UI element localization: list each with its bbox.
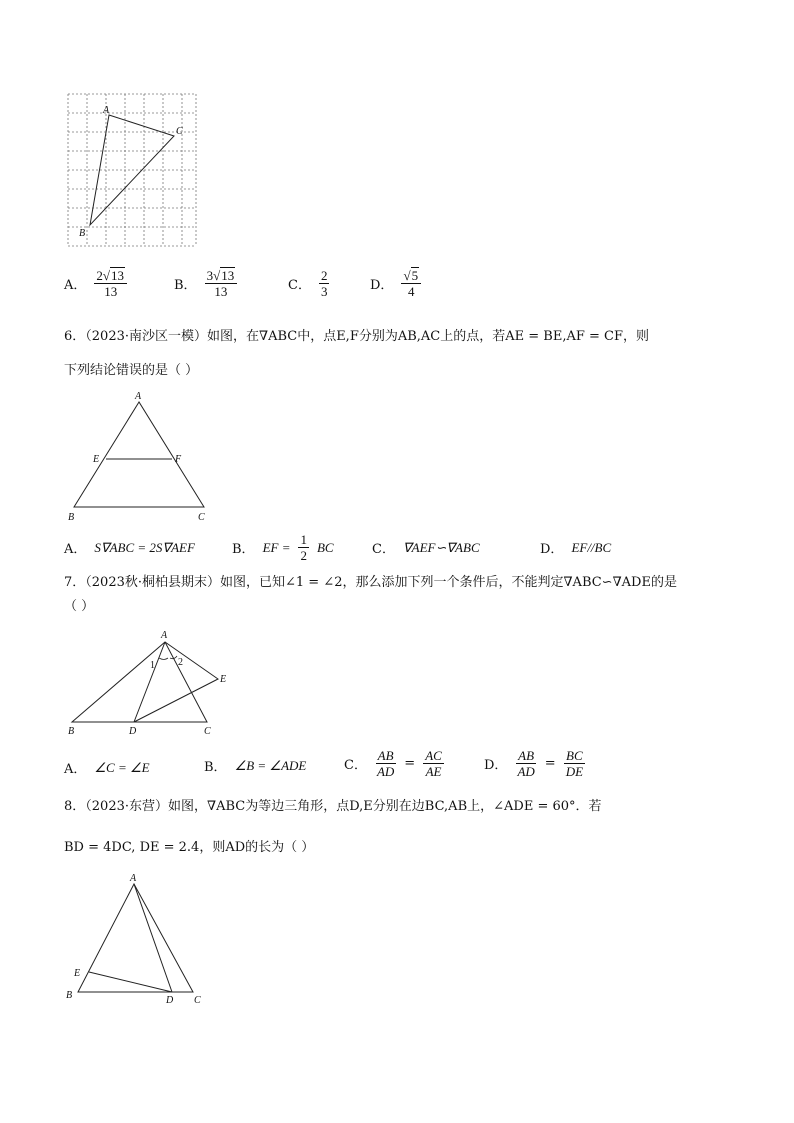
q5-figure	[60, 88, 200, 248]
q7-stem-line2: （ ）	[64, 599, 95, 614]
q8-label-a: A	[130, 873, 137, 884]
q7-option-a: A． ∠C = ∠E	[64, 759, 150, 777]
q7-label-a: A	[161, 630, 168, 641]
q5-option-c: C． $\frac{2}{3}$	[288, 268, 328, 299]
q8-label-e: E	[74, 968, 81, 979]
q5-label-b: B	[79, 228, 86, 239]
q7-label-c: C	[204, 726, 211, 737]
q8-label-b: B	[66, 990, 73, 1001]
q5-label-c: C	[176, 126, 183, 137]
q6-label-e: E	[93, 454, 100, 465]
q6-option-b: B． EF = $\frac{1}{2}$ BC	[232, 532, 334, 563]
q5-option-b: B． $\frac{3√13}{13}$	[174, 268, 237, 299]
q6-label-f: F	[175, 454, 182, 465]
q5-option-a: A． $\frac{2√13}{13}$	[64, 268, 127, 299]
q8-label-d: D	[166, 995, 174, 1006]
q6-option-a: A． S∇ABC = 2S∇AEF	[64, 539, 195, 557]
q7-option-b: B． ∠B = ∠ADE	[204, 757, 307, 775]
q8-label-c: C	[194, 995, 201, 1006]
q6-figure	[62, 390, 222, 525]
q8-stem-line2: BD = 4DC, DE = 2.4，则AD的长为（ ）	[64, 840, 315, 855]
q7-option-d: D． $\frac{AB}{AD}$ = $\frac{BC}{DE}$	[484, 748, 584, 779]
q6-label-a: A	[135, 391, 142, 402]
q8-figure	[62, 872, 212, 1007]
q6-stem-line1: 6．（2023·南沙区一模）如图，在∇ABC中，点E,F分别为AB,AC上的点，若AE = BE,AF = CF，则	[64, 329, 649, 344]
q8-stem-line1: 8．（2023·东营）如图，∇ABC为等边三角形，点D,E分别在边BC,AB上，∠ADE = 60°．若	[64, 799, 602, 814]
q6-stem-line2: 下列结论错误的是（ ）	[64, 363, 199, 378]
q7-label-d: D	[129, 726, 137, 737]
q6-label-b: B	[68, 512, 75, 523]
q7-label-e: E	[220, 674, 227, 685]
q7-option-c: C． $\frac{AB}{AD}$ = $\frac{AC}{AE}$	[344, 748, 442, 779]
q7-label-2: 2	[178, 657, 183, 668]
q5-option-d: D． $\frac{√5}{4}$	[370, 268, 421, 299]
q6-label-c: C	[198, 512, 205, 523]
q6-option-c: C． ∇AEF∽∇ABC	[372, 539, 480, 557]
q7-stem-line1: 7．（2023秋·桐柏县期末）如图，已知∠1 = ∠2，那么添加下列一个条件后，不能判定∇ABC∽∇ADE的是	[64, 575, 677, 590]
q7-label-b: B	[68, 726, 75, 737]
q7-label-1: 1	[150, 660, 155, 671]
q7-figure	[62, 628, 237, 738]
q5-label-a: A	[103, 105, 110, 116]
q6-option-d: D． EF//BC	[540, 539, 612, 557]
